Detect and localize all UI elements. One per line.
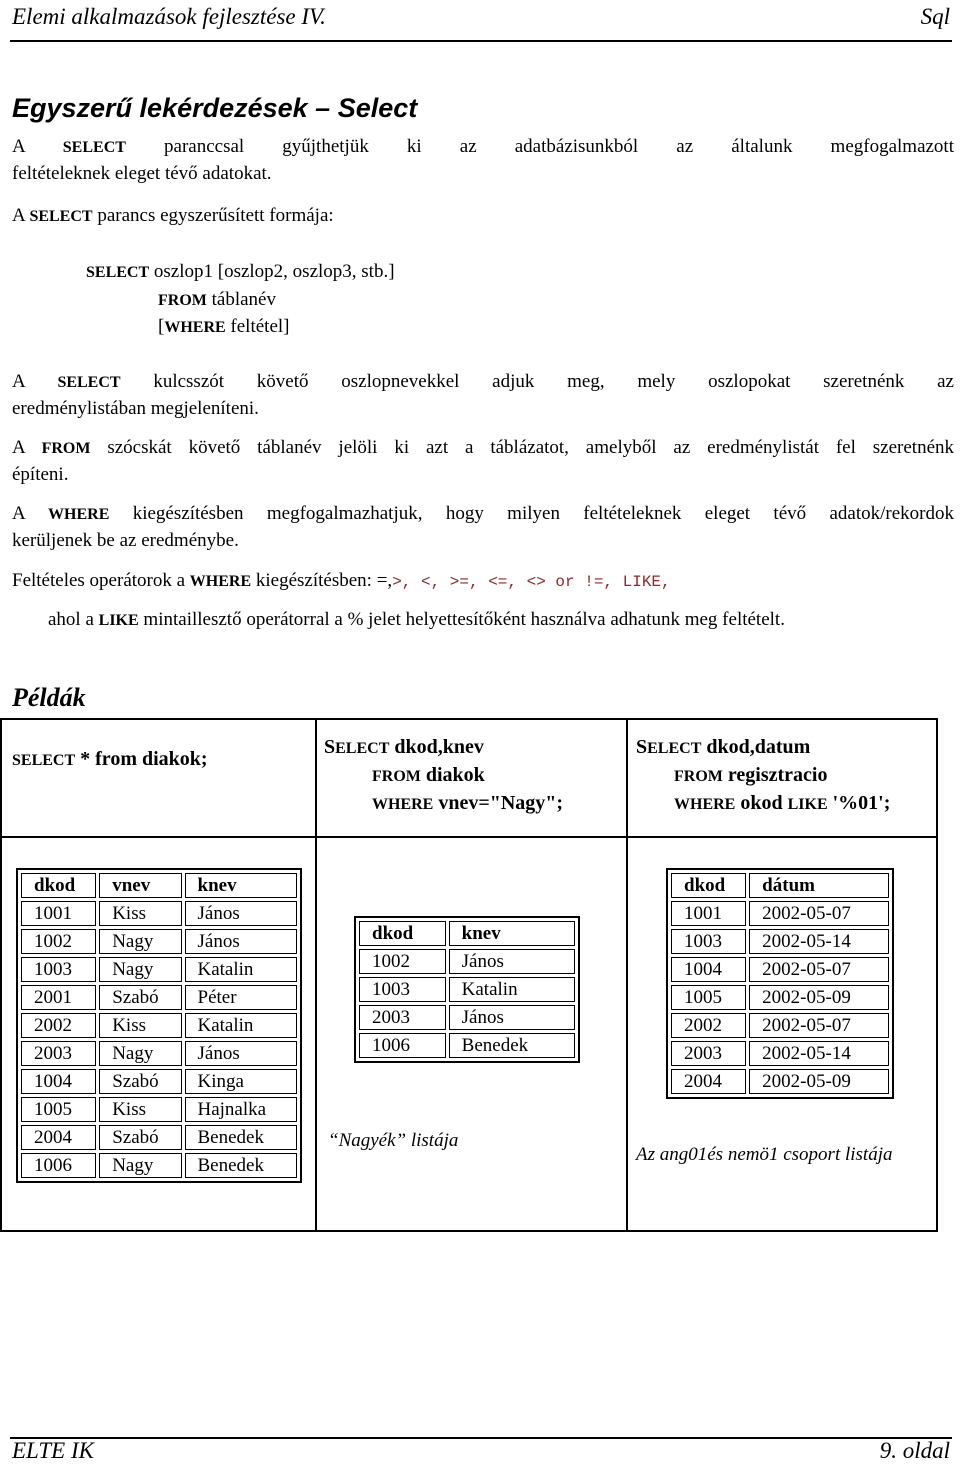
operators-line (12, 568, 954, 595)
table-header-row (359, 921, 575, 946)
form-line (12, 203, 954, 230)
syntax-where-line (158, 314, 290, 341)
column-divider (626, 720, 628, 1230)
cell: Nagy (99, 1153, 181, 1178)
cell: 2002-05-09 (749, 985, 889, 1010)
cell: János (185, 1041, 298, 1066)
cell: Benedek (185, 1153, 298, 1178)
kw-select: SELECT (86, 264, 150, 281)
query-3-table: regisztracio (727, 764, 828, 786)
where-paragraph (12, 501, 954, 554)
cell: Szabó (99, 985, 181, 1010)
footer-institution: ELTE IK (12, 1438, 94, 1463)
row-divider (2, 836, 936, 838)
header-cell: dkod (359, 921, 446, 946)
form-text: parancs egyszerűsített formája: (97, 205, 334, 226)
header-topic: Sql (920, 4, 950, 29)
section-title: Egyszerű lekérdezések – Select (12, 93, 418, 123)
table-row (21, 1069, 297, 1094)
where-text-2: kerüljenek be az eredménybe. (12, 530, 239, 551)
cell: János (185, 901, 298, 926)
kw-select: SELECT (57, 374, 121, 391)
table-row (359, 1033, 575, 1058)
query-1-text: * from diakok; (80, 748, 208, 770)
table-row (21, 929, 297, 954)
cell: 2002 (21, 1013, 96, 1038)
like-intro: ahol a (48, 609, 94, 630)
result-table-diakok (16, 868, 302, 1183)
kw-where: WHERE (164, 319, 226, 336)
cell: Péter (185, 985, 298, 1010)
syntax-from-line (158, 287, 276, 314)
query-2-columns: dkod,knev (394, 736, 484, 758)
footer-page-number: 9. oldal (879, 1438, 950, 1463)
query-3 (636, 734, 890, 818)
cell: 1003 (21, 957, 96, 982)
kw-select: SELECT (29, 208, 93, 225)
cell: Szabó (99, 1125, 181, 1150)
kw-from: FROM (158, 292, 207, 309)
examples-frame (0, 718, 938, 1232)
query-3-column: okod (740, 792, 783, 814)
cell: 2001 (21, 985, 96, 1010)
cell: Kiss (99, 1097, 181, 1122)
query-3-pattern: '%01'; (832, 792, 891, 814)
kw-select-initial: S (636, 736, 648, 758)
table-row (671, 985, 889, 1010)
cell: 2002-05-07 (749, 901, 889, 926)
syntax-condition: feltétel] (230, 316, 290, 337)
table-row (671, 901, 889, 926)
query-2-condition: vnev="Nagy"; (438, 792, 564, 814)
operators-intro: Feltételes operátorok a (12, 570, 186, 591)
syntax-columns: oszlop1 [oszlop2, oszlop3, stb.] (153, 261, 395, 282)
operators-list: >, <, >=, <=, <> or !=, LIKE, (392, 573, 671, 591)
table-row (21, 1041, 297, 1066)
cell: Kiss (99, 1013, 181, 1038)
kw-select: SELECT (12, 752, 76, 769)
from-paragraph (12, 435, 954, 488)
cell: Kiss (99, 901, 181, 926)
syntax-bracket: [ (158, 316, 165, 337)
from-article: A (12, 437, 25, 458)
kw-where: WHERE (372, 796, 434, 813)
operators-mid: kiegészítésben: =, (255, 570, 393, 591)
cell: 2002-05-14 (749, 1041, 889, 1066)
syntax-select-line (86, 259, 395, 286)
query-2-table: diakok (425, 764, 485, 786)
table-row (21, 957, 297, 982)
cell: Hajnalka (185, 1097, 298, 1122)
result-table-regisztracio (666, 868, 894, 1099)
cell: 1005 (671, 985, 746, 1010)
from-text-1: szócskát követő táblanév jelöli ki azt a táblázatot, amelyből az eredménylistát fel szeretnénk (107, 437, 955, 458)
cell: Katalin (449, 977, 575, 1002)
like-text: mintaillesztő operátorral a % jelet helyettesítőként használva adhatunk meg feltételt. (143, 609, 785, 630)
cell: 1004 (21, 1069, 96, 1094)
cell: 2004 (21, 1125, 96, 1150)
select-article: A (12, 371, 25, 392)
cell: 1002 (21, 929, 96, 954)
intro-article: A (12, 136, 25, 157)
query-2 (324, 734, 563, 818)
kw-select: ELECT (647, 740, 702, 757)
header-cell: knev (185, 873, 298, 898)
from-text-2: építeni. (12, 464, 69, 485)
query-3-columns: dkod,datum (706, 736, 811, 758)
cell: Kinga (185, 1069, 298, 1094)
cell: 1002 (359, 949, 446, 974)
kw-select: SELECT (62, 139, 126, 156)
cell: Katalin (185, 1013, 298, 1038)
cell: 1003 (671, 929, 746, 954)
table-row (671, 1069, 889, 1094)
kw-from: FROM (41, 440, 91, 457)
table-row (21, 1153, 297, 1178)
cell: Benedek (449, 1033, 575, 1058)
kw-select-initial: S (324, 736, 336, 758)
cell: Nagy (99, 929, 181, 954)
header-cell: dátum (749, 873, 889, 898)
result-table-nagyek (354, 916, 580, 1063)
cell: János (449, 1005, 575, 1030)
query-1 (12, 746, 208, 774)
table-row (21, 901, 297, 926)
cell: Katalin (185, 957, 298, 982)
cell: 2002 (671, 1013, 746, 1038)
select-text-1: kulcsszót követő oszlopnevekkel adjuk meg, mely oszlopokat szeretnénk az (153, 371, 954, 392)
cell: 1001 (671, 901, 746, 926)
header-cell: dkod (671, 873, 746, 898)
page-header (10, 0, 952, 42)
table-row (671, 957, 889, 982)
syntax-table: táblanév (211, 289, 276, 310)
kw-where: WHERE (674, 796, 736, 813)
table-header-row (671, 873, 889, 898)
table-row (21, 1013, 297, 1038)
header-cell: dkod (21, 873, 96, 898)
header-cell: vnev (99, 873, 181, 898)
column-divider (315, 720, 317, 1230)
where-article: A (12, 503, 25, 524)
cell: Nagy (99, 1041, 181, 1066)
header-cell: knev (449, 921, 575, 946)
table-header-row (21, 873, 297, 898)
table-row (671, 1013, 889, 1038)
cell: 2002-05-09 (749, 1069, 889, 1094)
form-article: A (12, 205, 25, 226)
cell: Szabó (99, 1069, 181, 1094)
intro-text-2: feltételeknek eleget tévő adatokat. (12, 163, 272, 184)
table-row (359, 1005, 575, 1030)
select-text-2: eredménylistában megjeleníteni. (12, 398, 259, 419)
cell: 1004 (671, 957, 746, 982)
select-paragraph (12, 369, 954, 422)
table-row (359, 949, 575, 974)
cell: 1006 (21, 1153, 96, 1178)
cell: 2004 (671, 1069, 746, 1094)
cell: 2003 (671, 1041, 746, 1066)
intro-paragraph (12, 134, 954, 187)
table-row (359, 977, 575, 1002)
cell: 2003 (21, 1041, 96, 1066)
kw-where: WHERE (189, 573, 252, 590)
caption-regisztracio: Az ang01és nemö1 csoport listája (636, 1144, 893, 1165)
cell: 2003 (359, 1005, 446, 1030)
cell: 1006 (359, 1033, 446, 1058)
cell: 1005 (21, 1097, 96, 1122)
cell: Benedek (185, 1125, 298, 1150)
kw-from: FROM (674, 768, 723, 785)
table-row (21, 1097, 297, 1122)
header-course-title: Elemi alkalmazások fejlesztése IV. (12, 4, 326, 29)
kw-from: FROM (372, 768, 421, 785)
cell: 2002-05-07 (749, 1013, 889, 1038)
kw-select: ELECT (335, 740, 390, 757)
cell: 2002-05-07 (749, 957, 889, 982)
examples-title: Példák (12, 683, 86, 712)
intro-text-1: paranccsal gyűjthetjük ki az adatbázisunkból az általunk megfogalmazott (164, 136, 954, 157)
kw-like: LIKE (98, 612, 139, 629)
kw-like: LIKE (787, 796, 828, 813)
cell: János (185, 929, 298, 954)
table-row (671, 929, 889, 954)
where-text-1: kiegészítésben megfogalmazhatjuk, hogy milyen feltételeknek eleget tévő adatok/rekordok (132, 503, 954, 524)
cell: Nagy (99, 957, 181, 982)
caption-nagyek: “Nagyék” listája (328, 1130, 459, 1151)
table-row (671, 1041, 889, 1066)
cell: 1001 (21, 901, 96, 926)
table-row (21, 1125, 297, 1150)
kw-where: WHERE (48, 506, 110, 523)
cell: János (449, 949, 575, 974)
cell: 2002-05-14 (749, 929, 889, 954)
footer-rule (10, 1437, 952, 1439)
cell: 1003 (359, 977, 446, 1002)
table-row (21, 985, 297, 1010)
like-line (48, 607, 948, 634)
